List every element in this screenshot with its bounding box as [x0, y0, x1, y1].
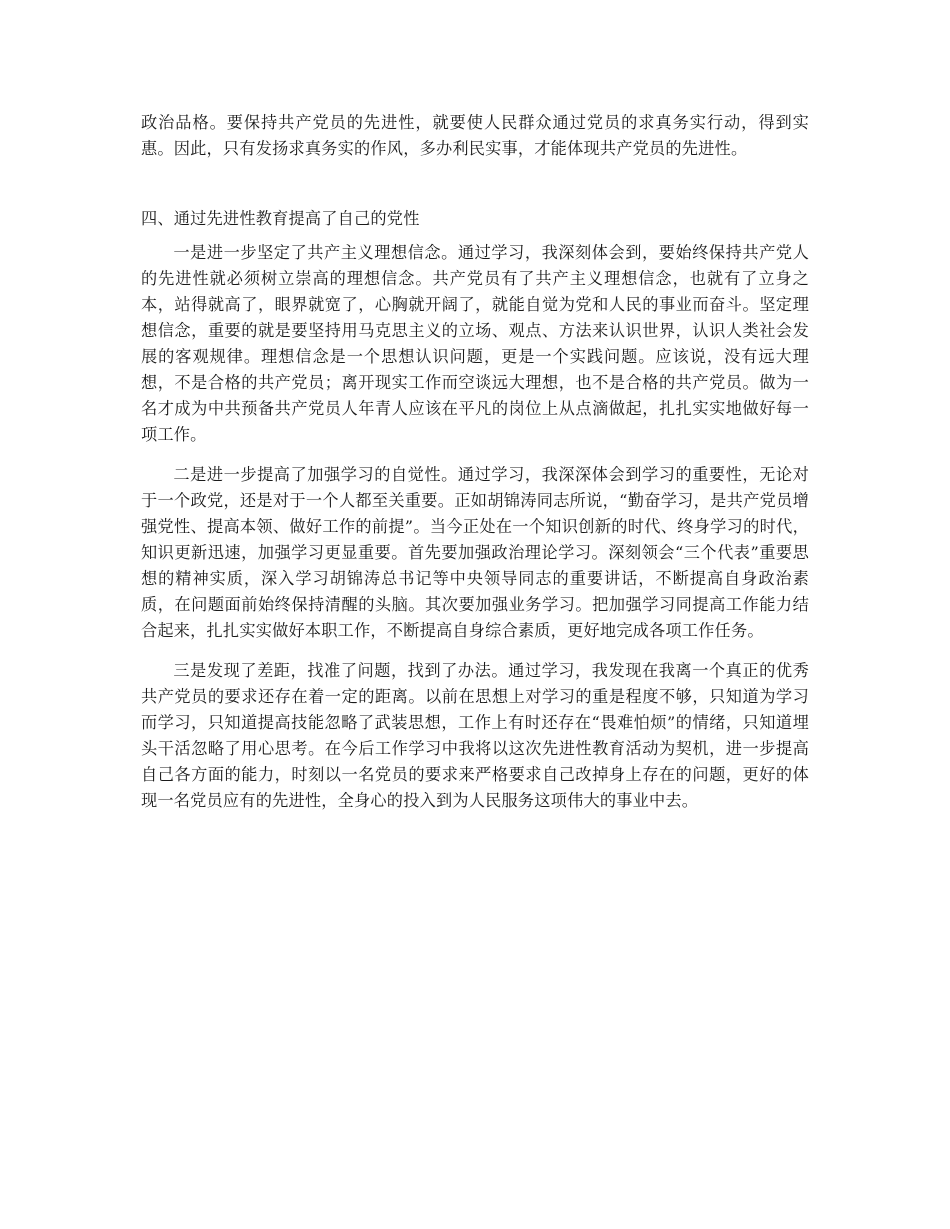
section-heading: 四、通过先进性教育提高了自己的党性: [141, 209, 420, 228]
paragraph-3: 三是发现了差距，找准了问题，找到了办法。通过学习，我发现在我离一个真正的优秀共产党员的要求还存在着一定的距离。以前在思想上对学习的重是程度不够，只知道为学习而学习，只知道提高技能忽略了武装思想，工作上有时还存在“畏难怕烦”的情绪，只知道埋头干活忽略了用心思考。在今后工作学习中我将以这次先进性教育活动为契机，进一步提高自己各方面的能力，时刻以一名党员的要求来严格要求自己改掉身上存在的问题，更好的体现一名党员应有的先进性，全身心的投入到为人民服务这项伟大的事业中去。: [141, 661, 809, 810]
paragraph-2: 二是进一步提高了加强学习的自觉性。通过学习，我深深体会到学习的重要性，无论对于一个政党，还是对于一个人都至关重要。正如胡锦涛同志所说，“勤奋学习，是共产党员增强党性、提高本领、做好工作的前提”。当今正处在一个知识创新的时代、终身学习的时代，知识更新迅速，加强学习更显重要。首先要加强政治理论学习。深刻领会“三个代表”重要思想的精神实质，深入学习胡锦涛总书记等中央领导同志的重要讲话，不断提高自身政治素质，在问题面前始终保持清醒的头脑。其次要加强业务学习。把加强学习同提高工作能力结合起来，扎扎实实做好本职工作，不断提高自身综合素质，更好地完成各项工作任务。: [141, 465, 809, 640]
intro-paragraph: 政治品格。要保持共产党员的先进性，就要使人民群众通过党员的求真务实行动，得到实惠。因此，只有发扬求真务实的作风，多办利民实事，才能体现共产党员的先进性。: [141, 113, 809, 158]
document-page: [141, 110, 809, 814]
paragraph-1: 一是进一步坚定了共产主义理想信念。通过学习，我深刻体会到，要始终保持共产党人的先进性就必须树立崇高的理想信念。共产党员有了共产主义理想信念，也就有了立身之本，站得就高了，眼界就宽了，心胸就开阔了，就能自觉为党和人民的事业而奋斗。坚定理想信念，重要的就是要坚持用马克思主义的立场、观点、方法来认识世界，认识人类社会发展的客观规律。理想信念是一个思想认识问题，更是一个实践问题。应该说，没有远大理想，不是合格的共产党员；离开现实工作而空谈远大理想，也不是合格的共产党员。做为一名才成为中共预备共产党员人年青人应该在平凡的岗位上从点滴做起，扎扎实实地做好每一项工作。: [141, 243, 809, 444]
